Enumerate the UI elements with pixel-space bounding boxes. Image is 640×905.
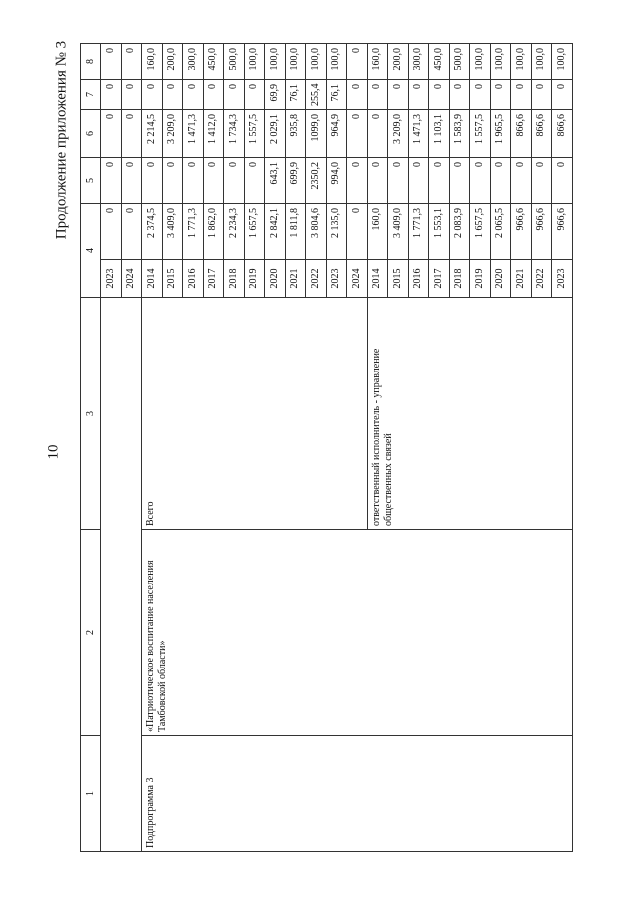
value-cell: 1 811,8 bbox=[285, 204, 306, 260]
value-cell: 866,6 bbox=[552, 110, 573, 158]
value-cell: 100,0 bbox=[265, 44, 286, 80]
value-cell: 0 bbox=[203, 158, 224, 204]
value-cell: 1 471,3 bbox=[183, 110, 204, 158]
value-cell: 0 bbox=[511, 80, 532, 110]
value-cell: 300,0 bbox=[183, 44, 204, 80]
value-cell: 0 bbox=[347, 204, 368, 260]
value-cell: 1099,0 bbox=[306, 110, 327, 158]
value-cell: 0 bbox=[142, 158, 163, 204]
blank-cell bbox=[101, 298, 142, 852]
value-cell: 0 bbox=[101, 44, 122, 80]
value-cell: 100,0 bbox=[326, 44, 347, 80]
value-cell: 0 bbox=[101, 80, 122, 110]
budget-table bbox=[80, 43, 573, 852]
value-cell: 69,9 bbox=[265, 80, 286, 110]
value-cell: 0 bbox=[183, 80, 204, 110]
value-cell: 76,1 bbox=[326, 80, 347, 110]
value-cell: 0 bbox=[511, 158, 532, 204]
header-col-3: 3 bbox=[81, 298, 101, 530]
value-cell: 0 bbox=[347, 80, 368, 110]
value-cell: 0 bbox=[429, 80, 450, 110]
value-cell: 866,6 bbox=[531, 110, 552, 158]
year-cell: 2015 bbox=[388, 260, 409, 298]
year-cell: 2021 bbox=[511, 260, 532, 298]
subprogram-name: «Патриотическое воспитание населения Тамбовской области» bbox=[142, 530, 573, 736]
value-cell: 2 083,9 bbox=[449, 204, 470, 260]
value-cell: 100,0 bbox=[306, 44, 327, 80]
value-cell: 0 bbox=[347, 158, 368, 204]
value-cell: 1 657,5 bbox=[470, 204, 491, 260]
table-header-row bbox=[81, 44, 101, 852]
value-cell: 100,0 bbox=[531, 44, 552, 80]
value-cell: 0 bbox=[347, 44, 368, 80]
subprogram-label: Подпрограмма 3 bbox=[142, 736, 573, 852]
value-cell: 0 bbox=[490, 158, 511, 204]
year-cell: 2016 bbox=[408, 260, 429, 298]
year-cell: 2018 bbox=[224, 260, 245, 298]
value-cell: 0 bbox=[162, 80, 183, 110]
value-cell: 3 209,0 bbox=[388, 110, 409, 158]
value-cell: 1 103,1 bbox=[429, 110, 450, 158]
value-cell: 0 bbox=[121, 158, 142, 204]
year-cell: 2024 bbox=[347, 260, 368, 298]
year-cell: 2024 bbox=[121, 260, 142, 298]
value-cell: 2 234,3 bbox=[224, 204, 245, 260]
table-body bbox=[81, 44, 573, 852]
value-cell: 0 bbox=[121, 80, 142, 110]
year-cell: 2019 bbox=[470, 260, 491, 298]
value-cell: 0 bbox=[244, 158, 265, 204]
value-cell: 0 bbox=[347, 110, 368, 158]
value-cell: 966,6 bbox=[511, 204, 532, 260]
value-cell: 1 965,5 bbox=[490, 110, 511, 158]
value-cell: 450,0 bbox=[203, 44, 224, 80]
year-cell: 2023 bbox=[326, 260, 347, 298]
value-cell: 160,0 bbox=[142, 44, 163, 80]
value-cell: 1 862,0 bbox=[203, 204, 224, 260]
year-cell: 2014 bbox=[367, 260, 388, 298]
year-cell: 2016 bbox=[183, 260, 204, 298]
year-cell: 2022 bbox=[531, 260, 552, 298]
value-cell: 0 bbox=[470, 80, 491, 110]
value-cell: 3 409,0 bbox=[162, 204, 183, 260]
value-cell: 255,4 bbox=[306, 80, 327, 110]
header-col-6: 6 bbox=[81, 110, 101, 158]
value-cell: 964,9 bbox=[326, 110, 347, 158]
value-cell: 2 029,1 bbox=[265, 110, 286, 158]
value-cell: 0 bbox=[121, 110, 142, 158]
value-cell: 2 135,0 bbox=[326, 204, 347, 260]
value-cell: 160,0 bbox=[367, 204, 388, 260]
value-cell: 699,9 bbox=[285, 158, 306, 204]
value-cell: 643,1 bbox=[265, 158, 286, 204]
year-cell: 2017 bbox=[429, 260, 450, 298]
value-cell: 200,0 bbox=[388, 44, 409, 80]
value-cell: 500,0 bbox=[224, 44, 245, 80]
year-cell: 2018 bbox=[449, 260, 470, 298]
value-cell: 0 bbox=[408, 80, 429, 110]
value-cell: 0 bbox=[121, 204, 142, 260]
value-cell: 0 bbox=[490, 80, 511, 110]
value-cell: 0 bbox=[470, 158, 491, 204]
value-cell: 0 bbox=[552, 158, 573, 204]
value-cell: 0 bbox=[224, 80, 245, 110]
value-cell: 0 bbox=[367, 158, 388, 204]
value-cell: 0 bbox=[367, 80, 388, 110]
value-cell: 0 bbox=[183, 158, 204, 204]
value-cell: 0 bbox=[121, 44, 142, 80]
value-cell: 1 771,3 bbox=[408, 204, 429, 260]
value-cell: 1 412,0 bbox=[203, 110, 224, 158]
value-cell: 0 bbox=[224, 158, 245, 204]
value-cell: 3 804,6 bbox=[306, 204, 327, 260]
value-cell: 100,0 bbox=[470, 44, 491, 80]
value-cell: 100,0 bbox=[244, 44, 265, 80]
value-cell: 0 bbox=[552, 80, 573, 110]
header-col-1: 1 bbox=[81, 736, 101, 852]
year-cell: 2014 bbox=[142, 260, 163, 298]
value-cell: 966,6 bbox=[552, 204, 573, 260]
value-cell: 450,0 bbox=[429, 44, 450, 80]
value-cell: 0 bbox=[531, 80, 552, 110]
value-cell: 0 bbox=[531, 158, 552, 204]
value-cell: 300,0 bbox=[408, 44, 429, 80]
value-cell: 935,8 bbox=[285, 110, 306, 158]
value-cell: 0 bbox=[449, 158, 470, 204]
value-cell: 0 bbox=[101, 204, 122, 260]
value-cell: 100,0 bbox=[552, 44, 573, 80]
value-cell: 100,0 bbox=[511, 44, 532, 80]
value-cell: 2 842,1 bbox=[265, 204, 286, 260]
year-cell: 2017 bbox=[203, 260, 224, 298]
value-cell: 2 065,5 bbox=[490, 204, 511, 260]
page-number: 10 bbox=[45, 444, 62, 460]
value-cell: 994,0 bbox=[326, 158, 347, 204]
header-col-5: 5 bbox=[81, 158, 101, 204]
total-label: Всего bbox=[142, 298, 368, 530]
value-cell: 966,6 bbox=[531, 204, 552, 260]
value-cell: 0 bbox=[449, 80, 470, 110]
value-cell: 1 557,5 bbox=[244, 110, 265, 158]
value-cell: 2 214,5 bbox=[142, 110, 163, 158]
header-col-8: 8 bbox=[81, 44, 101, 80]
year-cell: 2022 bbox=[306, 260, 327, 298]
value-cell: 2350,2 bbox=[306, 158, 327, 204]
value-cell: 0 bbox=[101, 110, 122, 158]
value-cell: 0 bbox=[408, 158, 429, 204]
value-cell: 0 bbox=[429, 158, 450, 204]
year-cell: 2023 bbox=[101, 260, 122, 298]
value-cell: 0 bbox=[203, 80, 224, 110]
value-cell: 3 409,0 bbox=[388, 204, 409, 260]
value-cell: 1 471,3 bbox=[408, 110, 429, 158]
table-row bbox=[101, 44, 122, 852]
value-cell: 1 583,9 bbox=[449, 110, 470, 158]
value-cell: 1 734,3 bbox=[224, 110, 245, 158]
header-col-7: 7 bbox=[81, 80, 101, 110]
value-cell: 1 657,5 bbox=[244, 204, 265, 260]
header-col-4: 4 bbox=[81, 204, 101, 298]
value-cell: 0 bbox=[244, 80, 265, 110]
table-row bbox=[142, 44, 163, 852]
value-cell: 100,0 bbox=[490, 44, 511, 80]
value-cell: 0 bbox=[142, 80, 163, 110]
value-cell: 0 bbox=[162, 158, 183, 204]
year-cell: 2021 bbox=[285, 260, 306, 298]
value-cell: 500,0 bbox=[449, 44, 470, 80]
value-cell: 1 557,5 bbox=[470, 110, 491, 158]
value-cell: 1 771,3 bbox=[183, 204, 204, 260]
year-cell: 2020 bbox=[265, 260, 286, 298]
value-cell: 160,0 bbox=[367, 44, 388, 80]
year-cell: 2015 bbox=[162, 260, 183, 298]
appendix-caption: Продолжение приложения № 3 bbox=[53, 40, 70, 240]
year-cell: 2020 bbox=[490, 260, 511, 298]
year-cell: 2023 bbox=[552, 260, 573, 298]
value-cell: 0 bbox=[101, 158, 122, 204]
executor-label: ответственный исполнитель - управление общественных связей bbox=[367, 298, 572, 530]
value-cell: 866,6 bbox=[511, 110, 532, 158]
value-cell: 2 374,5 bbox=[142, 204, 163, 260]
value-cell: 0 bbox=[388, 158, 409, 204]
value-cell: 3 209,0 bbox=[162, 110, 183, 158]
value-cell: 0 bbox=[367, 110, 388, 158]
year-cell: 2019 bbox=[244, 260, 265, 298]
rotated-table-container bbox=[80, 44, 613, 852]
value-cell: 0 bbox=[388, 80, 409, 110]
header-col-2: 2 bbox=[81, 530, 101, 736]
value-cell: 200,0 bbox=[162, 44, 183, 80]
value-cell: 1 553,1 bbox=[429, 204, 450, 260]
value-cell: 100,0 bbox=[285, 44, 306, 80]
value-cell: 76,1 bbox=[285, 80, 306, 110]
